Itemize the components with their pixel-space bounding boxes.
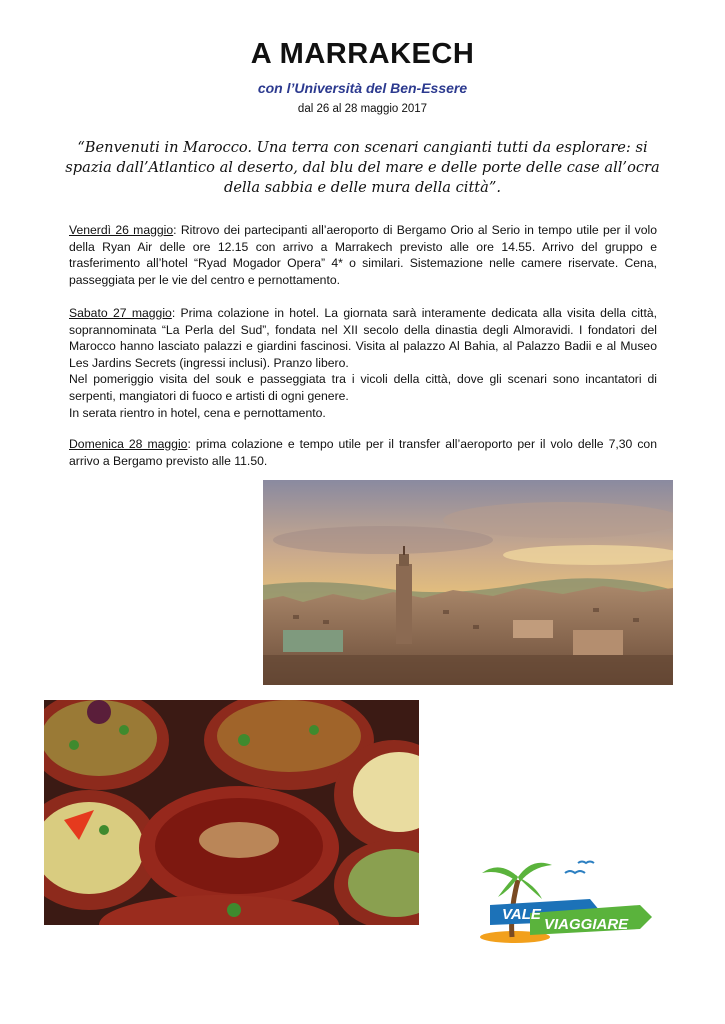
day-2-label: Sabato 27 maggio	[69, 306, 172, 320]
page-subtitle: con l’Università del Ben-Essere	[257, 80, 468, 96]
day-3-text: : prima colazione e tempo utile per il transfer all’aeroporto per il volo delle 7,30 con arrivo a Bergamo previsto alle 11.50.	[69, 437, 657, 468]
day-1-label: Venerdì 26 maggio	[69, 223, 174, 237]
trip-dates: dal 26 al 28 maggio 2017	[297, 103, 428, 115]
itinerary-day-2	[69, 305, 657, 421]
day-2-afternoon: Nel pomeriggio visita del souk e passeggiata tra i vicoli della città, dove gli scenari sono incantatori di serpenti, mangiatori di fuoco e artisti di ogni genere.	[69, 372, 657, 403]
itinerary-day-1	[69, 222, 657, 288]
logo-text-viaggiare: VIAGGIARE	[544, 916, 629, 933]
day-2-evening: In serata rientro in hotel, cena e pernottamento.	[69, 405, 326, 420]
intro-quote: “Benvenuti in Marocco. Una terra con scenari cangianti tutti da esplorare: si spazia dall’Atlantico al deserto, dal blu del mare e delle porte delle case all’ocra della sabbia e delle mura della città”.	[65, 139, 660, 196]
page-title: A MARRAKECH	[250, 38, 475, 70]
day-3-label: Domenica 28 maggio	[69, 437, 188, 451]
marrakech-city-photo	[263, 480, 673, 685]
day-2-text: : Prima colazione in hotel. La giornata sarà interamente dedicata alla visita della città, soprannominata “La Perla del Sud”, fondata nel XII secolo della dinastia degli Almoravidi. I fondatori del Marocco hanno lasciato palazzi e giardini fascinosi. Visita al palazzo Al Bahia, al Palazzo Badii e al Museo Les Jardins Secrets (ingressi inclusi). Pranzo libero.	[69, 306, 657, 370]
logo-text-vale: VALE	[502, 906, 541, 923]
vale-viaggiare-logo	[470, 855, 660, 945]
itinerary-day-3	[69, 436, 657, 469]
day-1-text: : Ritrovo dei partecipanti all’aeroporto di Bergamo Orio al Serio in tempo utile per il volo della Ryan Air delle ore 12.15 con arrivo a Marrakech previsto alle ore 14.55. Arrivo del gruppo e trasferimento all’hotel “Ryad Mogador Opera” 4* o similari. Sistemazione nelle camere riservate. Cena, passeggiata per le vie del centro e pernottamento.	[69, 223, 657, 287]
moroccan-food-photo	[44, 700, 419, 925]
